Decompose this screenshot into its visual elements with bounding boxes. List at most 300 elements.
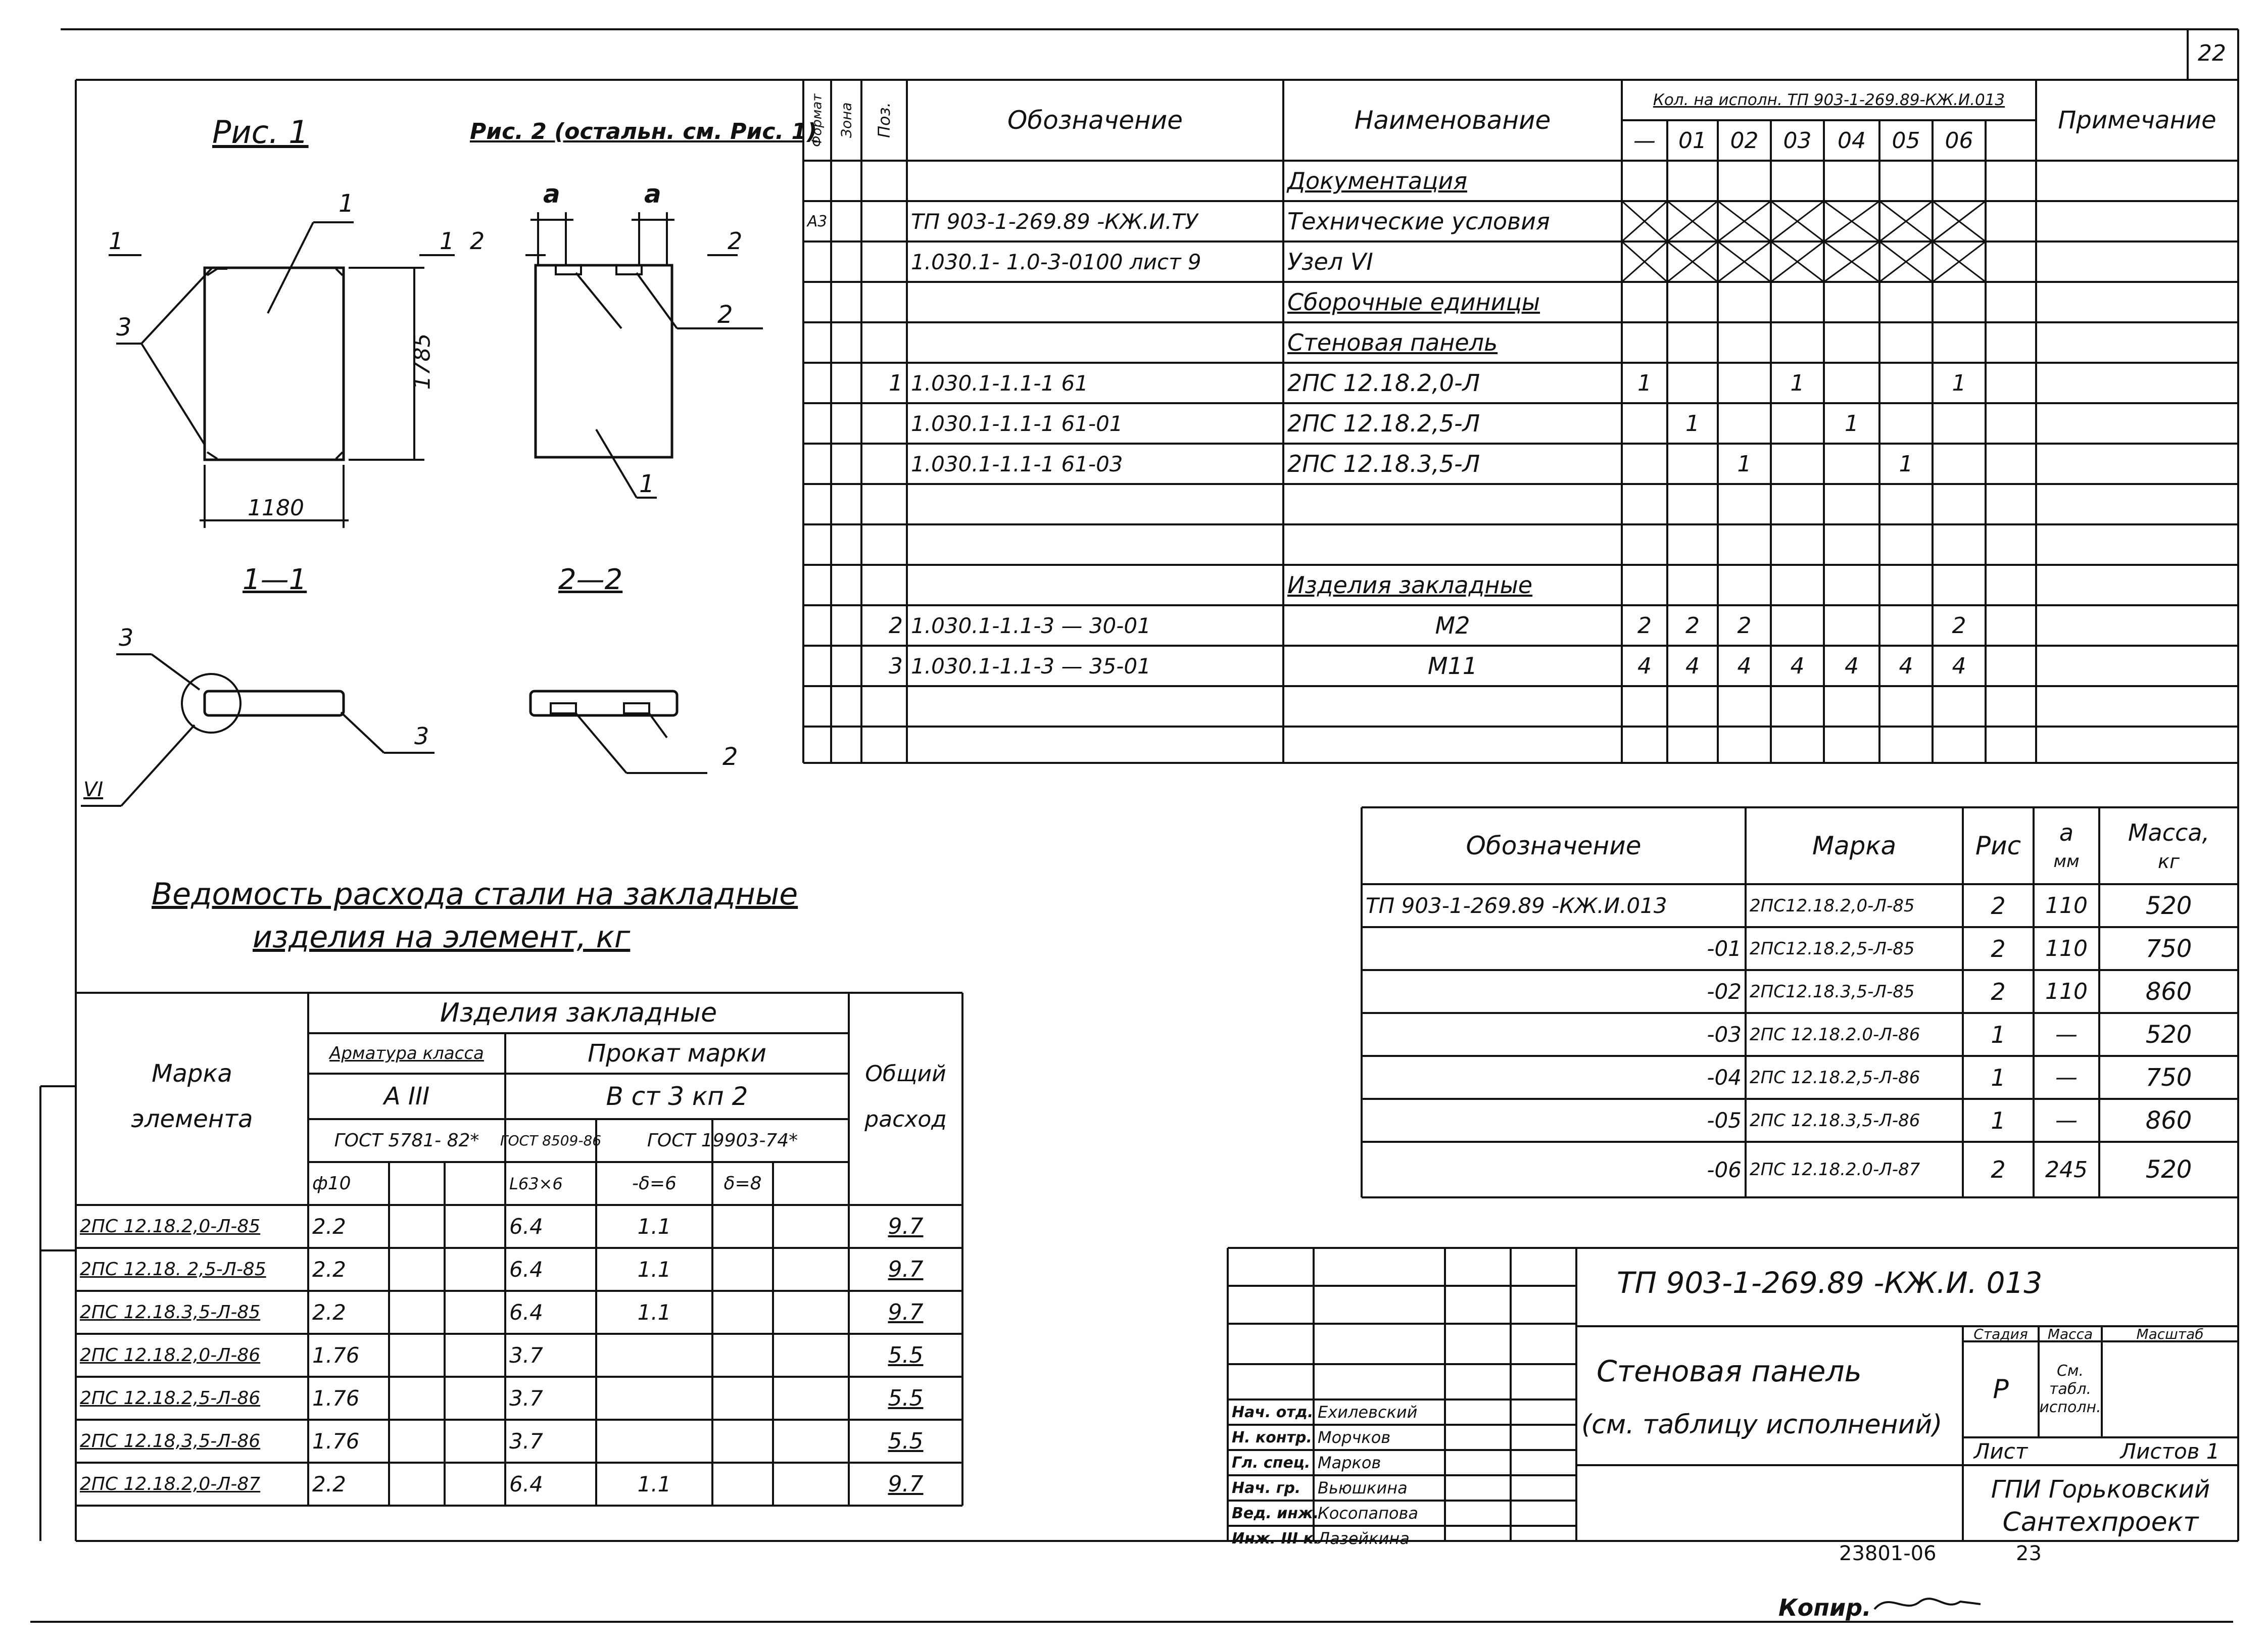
spec-format-cell xyxy=(803,363,831,403)
spec-qty-cell xyxy=(1622,565,1667,605)
spec-qty-cell: 2 xyxy=(1637,612,1652,639)
variant-a-cell: 245 xyxy=(2045,1156,2088,1183)
spec-designation-cell: 1.030.1-1.1-1 61 xyxy=(911,370,1088,396)
steel-d6-cell: 1.1 xyxy=(637,1472,671,1497)
spec-qty-cell: 2 xyxy=(1685,612,1700,639)
steel-l63-cell: 3.7 xyxy=(509,1429,543,1454)
spec-name-cell: М11 xyxy=(1427,652,1478,680)
tb-org-line1: ГПИ Горьковский xyxy=(1991,1475,2210,1504)
tb-role-cell: Гл. спец. xyxy=(1232,1454,1311,1472)
tb-role-cell: Н. контр. xyxy=(1232,1428,1312,1446)
steel-l63-cell: 6.4 xyxy=(509,1214,543,1239)
spec-qty-cell: 4 xyxy=(1845,653,1859,679)
steel-header-total-1: Общий xyxy=(865,1060,946,1087)
callout-sec1-3-right: 3 xyxy=(414,722,429,750)
variant-a-cell: 110 xyxy=(2045,936,2088,961)
steel-sub-d8: δ=8 xyxy=(723,1173,762,1194)
spec-qty-cell: 4 xyxy=(1685,653,1700,679)
spec-designation-cell: 1.030.1-1.1-1 61-01 xyxy=(911,411,1123,436)
steel-header-total-2: расход xyxy=(864,1106,947,1132)
spec-qty-cell xyxy=(1933,565,1986,605)
tb-role-cell: Инж. III к. xyxy=(1232,1529,1320,1548)
spec-name-cell: Технические условия xyxy=(1287,208,1550,235)
spec-qty-cell xyxy=(1771,282,1824,322)
spec-qty-cell xyxy=(1824,161,1879,201)
steel-header-mark-2: элемента xyxy=(131,1105,253,1133)
spec-qty-cell xyxy=(1879,686,1933,722)
steel-phi10-cell: 2.2 xyxy=(312,1214,346,1239)
steel-phi10-cell: 1.76 xyxy=(312,1386,360,1411)
spec-qty-cell xyxy=(1824,686,1879,722)
spec-designation-cell xyxy=(907,282,1283,322)
spec-qty-cell xyxy=(1933,524,1986,565)
steel-header-rebar-gost: ГОСТ 5781- 82* xyxy=(334,1130,479,1151)
spec-qty-cell xyxy=(1622,686,1667,722)
spec-qty-cell xyxy=(1667,161,1718,201)
steel-phi10-cell: 2.2 xyxy=(312,1472,346,1497)
spec-qty-cell xyxy=(1933,322,1986,363)
sheet-number: 22 xyxy=(2198,40,2226,66)
spec-format-cell xyxy=(803,646,831,686)
spec-qty-cell xyxy=(1667,444,1718,484)
spec-qty-cell xyxy=(1771,322,1824,363)
variant-designation-cell: -03 xyxy=(1707,1022,1742,1047)
spec-header-zone: Зона xyxy=(838,102,855,138)
var-header-mass-unit: кг xyxy=(2158,850,2180,873)
spec-format-cell xyxy=(803,403,831,444)
steel-total-cell: 9.7 xyxy=(888,1214,924,1239)
cut-mark-1-left: 1 xyxy=(109,227,124,255)
spec-name-cell: Документация xyxy=(1287,167,1468,195)
spec-name-cell: 2ПС 12.18.2,0-Л xyxy=(1287,369,1480,397)
steel-l63-cell: 3.7 xyxy=(509,1343,543,1368)
variant-mark-cell: 2ПС12.18.2,5-Л-85 xyxy=(1750,938,1915,959)
spec-header-designation: Обозначение xyxy=(1007,106,1183,135)
variant-mass-cell: 750 xyxy=(2145,934,2192,963)
steel-mark-cell: 2ПС 12.18.2,0-Л-85 xyxy=(80,1216,261,1237)
spec-qty-cell xyxy=(1824,242,1879,282)
spec-variant-header: 02 xyxy=(1730,127,1759,154)
spec-qty-cell xyxy=(1667,201,1718,242)
spec-qty-cell xyxy=(1718,484,1771,524)
tb-role-cell: Нач. отд. xyxy=(1232,1403,1314,1421)
cut-mark-2-right: 2 xyxy=(728,227,743,255)
tb-name-cell: Лазейкина xyxy=(1318,1529,1410,1548)
steel-total-cell: 9.7 xyxy=(888,1471,924,1497)
variant-fig-cell: 2 xyxy=(1991,935,2006,962)
steel-mark-cell: 2ПС 12.18,3,5-Л-86 xyxy=(80,1431,261,1452)
spec-qty-cell xyxy=(1933,282,1986,322)
spec-designation-cell xyxy=(907,524,1283,565)
variant-designation-cell: -02 xyxy=(1707,979,1742,1004)
steel-header-rebar: Арматура класса xyxy=(329,1043,484,1064)
spec-qty-cell xyxy=(1622,444,1667,484)
spec-qty-cell xyxy=(1718,161,1771,201)
spec-name-cell xyxy=(1283,686,1622,722)
spec-qty-cell: 1 xyxy=(1952,370,1966,396)
spec-qty-cell: 4 xyxy=(1790,653,1805,679)
footer-archive-no: 23801-06 xyxy=(1839,1542,1937,1565)
steel-sub-l63: L63×6 xyxy=(509,1174,563,1193)
spec-qty-cell xyxy=(1667,282,1718,322)
tb-sheets-label: Листов 1 xyxy=(2120,1439,2220,1464)
spec-format-cell xyxy=(803,282,831,322)
steel-phi10-cell: 2.2 xyxy=(312,1300,346,1325)
variant-designation-cell: ТП 903-1-269.89 -КЖ.И.013 xyxy=(1366,893,1667,918)
spec-qty-cell xyxy=(1718,686,1771,722)
spec-qty-cell xyxy=(1879,322,1933,363)
spec-qty-cell xyxy=(1933,484,1986,524)
var-header-fig: Рис xyxy=(1975,831,2021,860)
spec-designation-cell: 1.030.1-1.1-3 — 35-01 xyxy=(911,653,1151,679)
spec-qty-cell xyxy=(1622,282,1667,322)
spec-qty-cell: 4 xyxy=(1899,653,1913,679)
spec-qty-cell: 1 xyxy=(1685,410,1700,437)
tb-scale-label: Масштаб xyxy=(2136,1325,2204,1342)
tb-title-line1: Стеновая панель xyxy=(1597,1354,1862,1388)
spec-qty-cell xyxy=(1771,403,1824,444)
spec-pos-cell: 2 xyxy=(889,612,903,639)
tb-code: ТП 903-1-269.89 -КЖ.И. 013 xyxy=(1617,1266,2043,1300)
tb-name-cell: Ехилевский xyxy=(1318,1403,1418,1422)
spec-qty-cell xyxy=(1718,322,1771,363)
spec-qty-cell xyxy=(1933,201,1986,242)
spec-qty-cell xyxy=(1771,686,1824,722)
spec-format-cell xyxy=(803,524,831,565)
variant-a-cell: 110 xyxy=(2045,893,2088,919)
var-header-mark: Марка xyxy=(1812,831,1897,860)
steel-header-embedded: Изделия закладные xyxy=(440,998,717,1028)
spec-qty-cell xyxy=(1622,322,1667,363)
tb-mass-value: См. табл. исполн. xyxy=(2039,1362,2101,1416)
spec-qty-cell xyxy=(1879,161,1933,201)
spec-designation-cell xyxy=(907,565,1283,605)
spec-qty-cell xyxy=(1667,322,1718,363)
cut-mark-2-left: 2 xyxy=(470,227,485,255)
spec-format-cell xyxy=(803,161,831,201)
spec-qty-cell xyxy=(1771,484,1824,524)
spec-header-format: Формат xyxy=(809,93,825,147)
variant-a-cell: 110 xyxy=(2045,979,2088,1004)
variant-mass-cell: 520 xyxy=(2145,1155,2192,1184)
steel-title-line1: Ведомость расхода стали на закладные xyxy=(152,877,798,912)
steel-l63-cell: 3.7 xyxy=(509,1386,543,1411)
spec-pos-cell xyxy=(861,282,907,322)
spec-name-cell: Стеновая панель xyxy=(1287,329,1498,356)
spec-qty-cell: 4 xyxy=(1637,653,1652,679)
variant-mass-cell: 520 xyxy=(2145,1020,2192,1049)
steel-mark-cell: 2ПС 12.18.3,5-Л-85 xyxy=(80,1302,261,1323)
spec-qty-cell xyxy=(1622,484,1667,524)
spec-qty-cell xyxy=(1771,161,1824,201)
dim-height: 1785 xyxy=(409,333,436,390)
tb-role-cell: Нач. гр. xyxy=(1232,1479,1301,1497)
spec-pos-cell xyxy=(861,403,907,444)
spec-header-pos: Поз. xyxy=(875,102,894,138)
variant-designation-cell: -05 xyxy=(1707,1108,1742,1133)
tb-mass-label: Масса xyxy=(2047,1325,2093,1342)
spec-variant-header: — xyxy=(1633,127,1656,154)
steel-total-cell: 9.7 xyxy=(888,1257,924,1282)
fig1-title: Рис. 1 xyxy=(212,114,309,151)
spec-pos-cell xyxy=(861,161,907,201)
spec-qty-cell xyxy=(1824,322,1879,363)
variant-fig-cell: 2 xyxy=(1991,892,2006,920)
spec-pos-cell xyxy=(861,201,907,242)
spec-variant-header: 03 xyxy=(1783,127,1812,154)
steel-header-rolled: Прокат марки xyxy=(588,1039,766,1068)
spec-pos-cell xyxy=(861,686,907,722)
variant-mark-cell: 2ПС12.18.3,5-Л-85 xyxy=(1750,981,1915,1002)
spec-qty-cell xyxy=(1879,484,1933,524)
spec-pos-cell xyxy=(861,524,907,565)
tb-name-cell: Косопапова xyxy=(1318,1504,1418,1523)
spec-qty-cell xyxy=(1667,565,1718,605)
spec-name-cell: Узел VI xyxy=(1287,248,1373,275)
section-1-1-label: 1—1 xyxy=(243,563,307,596)
section-2-2-label: 2—2 xyxy=(558,563,623,596)
spec-qty-cell xyxy=(1771,524,1824,565)
variant-fig-cell: 1 xyxy=(1991,1064,2006,1091)
spec-qty-cell xyxy=(1824,282,1879,322)
spec-designation-cell: 1.030.1-1.1-3 — 30-01 xyxy=(911,613,1151,638)
dim-a-right: a xyxy=(644,179,661,209)
spec-qty-cell xyxy=(1933,403,1986,444)
spec-qty-cell xyxy=(1933,161,1986,201)
spec-pos-cell: 1 xyxy=(889,370,903,396)
callout-fig1-3: 3 xyxy=(116,313,132,342)
steel-total-cell: 9.7 xyxy=(888,1299,924,1325)
steel-d6-cell: 1.1 xyxy=(637,1214,671,1239)
steel-l63-cell: 6.4 xyxy=(509,1257,543,1282)
spec-qty-cell xyxy=(1824,201,1879,242)
var-header-a: a xyxy=(2059,819,2074,846)
spec-qty-cell xyxy=(1771,201,1824,242)
spec-designation-cell xyxy=(907,161,1283,201)
spec-header-name: Наименование xyxy=(1354,106,1551,135)
spec-qty-cell xyxy=(1824,565,1879,605)
spec-qty-cell xyxy=(1879,201,1933,242)
spec-format-cell xyxy=(803,484,831,524)
steel-d6-cell xyxy=(596,1334,712,1377)
tb-sheet-label: Лист xyxy=(1973,1439,2028,1464)
variant-designation-cell: -01 xyxy=(1707,936,1742,961)
variant-mass-cell: 750 xyxy=(2145,1063,2192,1092)
steel-header-gost-8509: ГОСТ 8509-86 xyxy=(500,1132,602,1149)
steel-d6-cell: 1.1 xyxy=(637,1257,671,1282)
spec-qty-cell xyxy=(1879,242,1933,282)
spec-format-cell xyxy=(803,565,831,605)
spec-qty-cell xyxy=(1622,403,1667,444)
variant-mark-cell: 2ПС12.18.2,0-Л-85 xyxy=(1750,895,1915,916)
steel-mark-cell: 2ПС 12.18.2,0-Л-87 xyxy=(80,1474,261,1494)
spec-qty-cell xyxy=(1718,363,1771,403)
spec-qty-cell xyxy=(1622,524,1667,565)
spec-qty-cell: 2 xyxy=(1952,612,1966,639)
spec-qty-cell xyxy=(1622,242,1667,282)
spec-qty-cell xyxy=(1718,565,1771,605)
steel-header-rebar-class: А III xyxy=(383,1082,430,1111)
spec-qty-cell xyxy=(1879,605,1933,646)
variant-a-cell: — xyxy=(2055,1107,2078,1133)
spec-format-cell xyxy=(803,605,831,646)
spec-qty-cell xyxy=(1933,686,1986,722)
spec-qty-cell xyxy=(1667,686,1718,722)
variant-a-cell: — xyxy=(2055,1022,2078,1047)
spec-pos-cell xyxy=(861,242,907,282)
steel-mark-cell: 2ПС 12.18.2,0-Л-86 xyxy=(80,1345,261,1366)
spec-qty-cell xyxy=(1824,444,1879,484)
spec-qty-cell: 1 xyxy=(1737,451,1752,477)
spec-header-qty: Кол. на исполн. ТП 903-1-269.89-КЖ.И.013 xyxy=(1653,91,2005,109)
dim-width: 1180 xyxy=(248,495,304,521)
spec-name-cell xyxy=(1283,524,1622,565)
spec-qty-cell xyxy=(1667,484,1718,524)
spec-header-note: Примечание xyxy=(2058,106,2216,134)
spec-designation-cell xyxy=(907,686,1283,722)
spec-qty-cell xyxy=(1771,565,1824,605)
steel-header-rolled-grade: В ст 3 кп 2 xyxy=(606,1082,748,1111)
spec-qty-cell xyxy=(1771,242,1824,282)
steel-mark-cell: 2ПС 12.18.2,5-Л-86 xyxy=(80,1388,261,1409)
steel-sub-phi10: ф10 xyxy=(312,1173,351,1194)
spec-pos-cell xyxy=(861,565,907,605)
spec-qty-cell xyxy=(1879,363,1933,403)
variant-fig-cell: 2 xyxy=(1991,978,2006,1005)
steel-l63-cell: 6.4 xyxy=(509,1472,543,1497)
spec-pos-cell xyxy=(861,444,907,484)
var-header-mass: Масса, xyxy=(2128,819,2210,846)
spec-qty-cell: 2 xyxy=(1737,612,1752,639)
spec-pos-cell xyxy=(861,484,907,524)
callout-fig2-1: 1 xyxy=(639,470,655,498)
steel-mark-cell: 2ПС 12.18. 2,5-Л-85 xyxy=(80,1259,266,1280)
spec-name-cell: Изделия закладные xyxy=(1287,571,1533,599)
spec-qty-cell xyxy=(1718,403,1771,444)
spec-qty-cell xyxy=(1667,242,1718,282)
steel-title-line2: изделия на элемент, кг xyxy=(253,920,631,955)
spec-qty-cell xyxy=(1824,484,1879,524)
variant-mark-cell: 2ПС 12.18.3,5-Л-86 xyxy=(1750,1110,1920,1131)
tb-org-line2: Сантехпроект xyxy=(2002,1507,2199,1537)
steel-phi10-cell: 1.76 xyxy=(312,1343,360,1368)
spec-qty-cell xyxy=(1933,444,1986,484)
variant-mass-cell: 860 xyxy=(2145,1106,2192,1135)
spec-qty-cell: 4 xyxy=(1952,653,1966,679)
spec-pos-cell xyxy=(861,322,907,363)
steel-header-mark-1: Марка xyxy=(152,1059,232,1088)
spec-qty-cell xyxy=(1771,444,1824,484)
spec-qty-cell xyxy=(1933,242,1986,282)
spec-qty-cell: 1 xyxy=(1790,370,1805,396)
steel-d6-cell xyxy=(596,1377,712,1420)
spec-name-cell: Сборочные единицы xyxy=(1287,288,1540,316)
spec-name-cell: М2 xyxy=(1435,612,1470,639)
fig2-title: Рис. 2 (остальн. см. Рис. 1) xyxy=(470,119,817,144)
tb-stage-label: Стадия xyxy=(1973,1325,2028,1342)
spec-qty-cell xyxy=(1824,524,1879,565)
footer-copied: Копир. xyxy=(1778,1594,1871,1621)
spec-qty-cell xyxy=(1718,201,1771,242)
variant-mark-cell: 2ПС 12.18.2.0-Л-86 xyxy=(1750,1024,1920,1045)
variant-mass-cell: 520 xyxy=(2145,891,2192,920)
callout-fig2-2: 2 xyxy=(717,301,733,329)
spec-pos-cell: 3 xyxy=(889,653,903,679)
spec-name-cell: 2ПС 12.18.2,5-Л xyxy=(1287,410,1480,437)
spec-qty-cell xyxy=(1718,242,1771,282)
footer-page: 23 xyxy=(2016,1542,2042,1565)
spec-designation-cell: 1.030.1-1.1-1 61-03 xyxy=(911,451,1123,476)
tb-role-cell: Вед. инж. xyxy=(1232,1504,1319,1522)
spec-qty-cell xyxy=(1879,565,1933,605)
variant-fig-cell: 1 xyxy=(1991,1106,2006,1134)
spec-format-cell xyxy=(803,242,831,282)
callout-fig1-1: 1 xyxy=(339,189,354,218)
tb-name-cell: Морчков xyxy=(1318,1428,1391,1447)
spec-qty-cell xyxy=(1824,363,1879,403)
variant-mark-cell: 2ПС 12.18.2,5-Л-86 xyxy=(1750,1067,1920,1088)
steel-sub-d6: -δ=6 xyxy=(632,1173,677,1194)
steel-total-cell: 5.5 xyxy=(888,1342,924,1368)
spec-format-cell: А3 xyxy=(807,212,828,230)
dim-a-left: a xyxy=(543,179,560,209)
spec-qty-cell xyxy=(1718,524,1771,565)
spec-qty-cell xyxy=(1622,161,1667,201)
steel-total-cell: 5.5 xyxy=(888,1385,924,1411)
tb-name-cell: Вьюшкина xyxy=(1318,1478,1408,1498)
spec-variant-header: 06 xyxy=(1945,127,1973,154)
callout-sec2-2: 2 xyxy=(722,743,738,771)
variant-fig-cell: 1 xyxy=(1991,1021,2006,1048)
steel-d6-cell xyxy=(596,1420,712,1463)
variant-mark-cell: 2ПС 12.18.2.0-Л-87 xyxy=(1750,1160,1920,1180)
spec-qty-cell xyxy=(1879,403,1933,444)
spec-qty-cell xyxy=(1667,363,1718,403)
spec-qty-cell xyxy=(1718,282,1771,322)
var-header-designation: Обозначение xyxy=(1466,831,1642,860)
spec-designation-cell: 1.030.1- 1.0-3-0100 лист 9 xyxy=(911,249,1201,274)
spec-variant-header: 04 xyxy=(1838,127,1866,154)
spec-designation-cell: ТП 903-1-269.89 -КЖ.И.ТУ xyxy=(911,209,1198,234)
spec-name-cell: 2ПС 12.18.3,5-Л xyxy=(1287,450,1480,477)
steel-total-cell: 5.5 xyxy=(888,1428,924,1454)
steel-phi10-cell: 1.76 xyxy=(312,1429,360,1454)
variant-designation-cell: -06 xyxy=(1707,1157,1742,1182)
variant-mass-cell: 860 xyxy=(2145,977,2192,1006)
steel-header-gost-19903: ГОСТ 19903-74* xyxy=(647,1130,798,1151)
steel-phi10-cell: 2.2 xyxy=(312,1257,346,1282)
spec-qty-cell xyxy=(1879,282,1933,322)
spec-qty-cell xyxy=(1771,605,1824,646)
spec-qty-cell xyxy=(1622,201,1667,242)
spec-format-cell xyxy=(803,686,831,722)
spec-designation-cell xyxy=(907,322,1283,363)
spec-variant-header: 05 xyxy=(1892,127,1920,154)
spec-qty-cell: 1 xyxy=(1899,451,1913,477)
cut-mark-1-right: 1 xyxy=(440,227,455,255)
var-header-a-unit: мм xyxy=(2053,851,2080,872)
variant-designation-cell: -04 xyxy=(1707,1065,1742,1090)
spec-variant-header: 01 xyxy=(1678,127,1707,154)
spec-qty-cell xyxy=(1667,524,1718,565)
spec-qty-cell xyxy=(1879,524,1933,565)
spec-name-cell xyxy=(1283,484,1622,524)
spec-format-cell xyxy=(803,322,831,363)
spec-qty-cell: 4 xyxy=(1737,653,1752,679)
steel-d6-cell: 1.1 xyxy=(637,1300,671,1325)
variant-a-cell: — xyxy=(2055,1065,2078,1090)
spec-designation-cell xyxy=(907,484,1283,524)
